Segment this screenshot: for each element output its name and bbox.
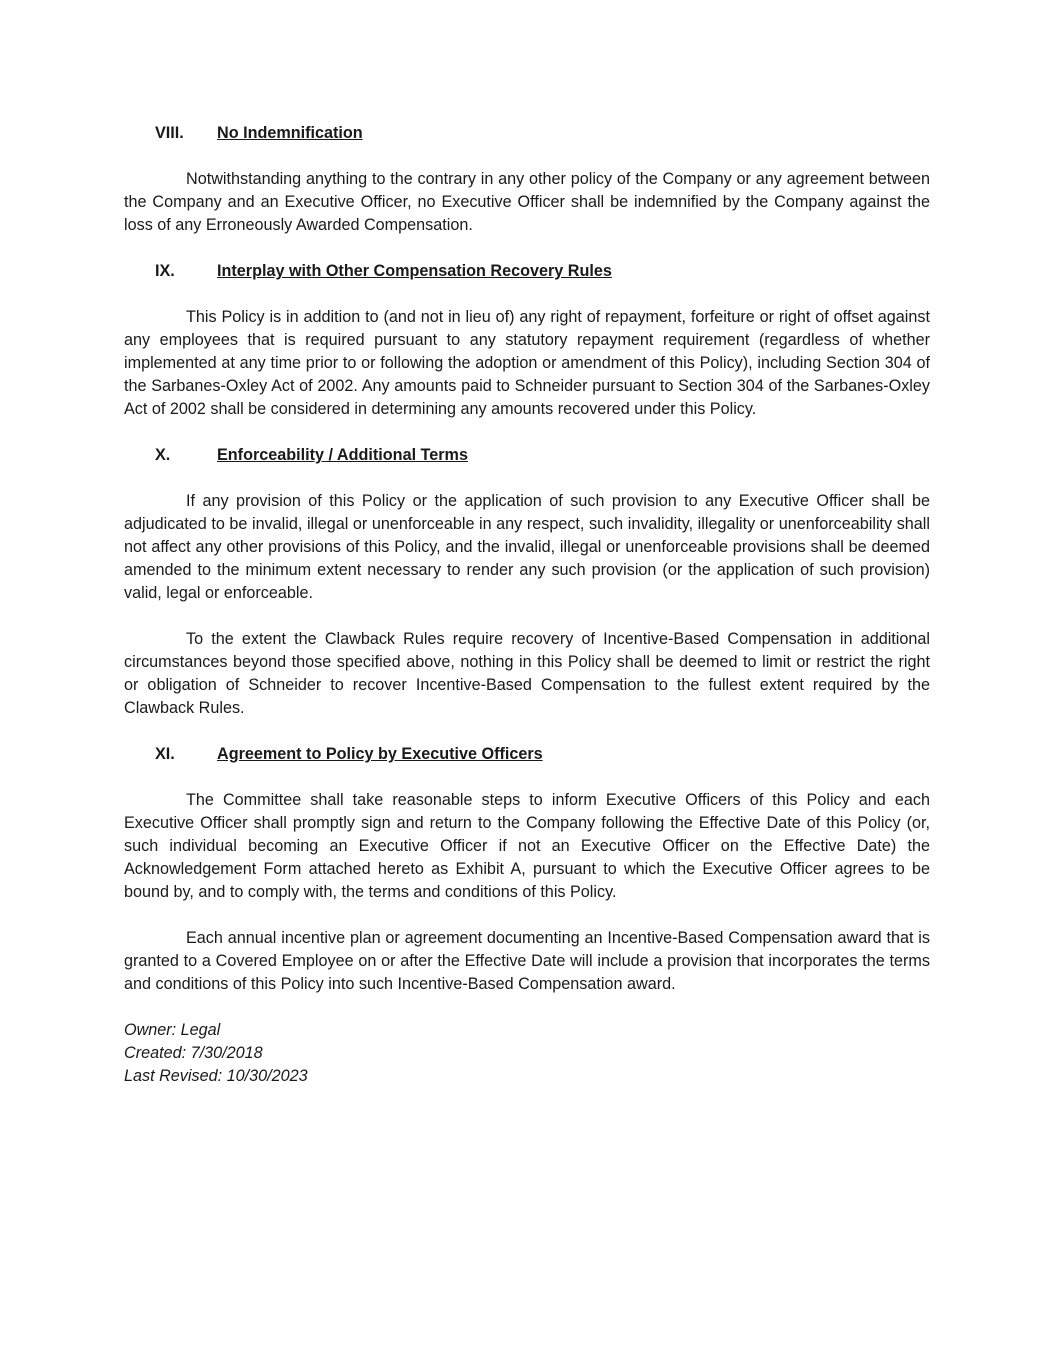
paragraph: The Committee shall take reasonable steps to inform Executive Officers of this Policy and each Executive Officer shall promptly sign and return to the Company following the Effective Date of this Policy (or, such individual becoming an Executive Officer if not an Executive Officer on the Effective Date) the Acknowledgement Form attached hereto as Exhibit A, pursuant to which the Executive Officer agrees to be bound by, and to comply with, the terms and conditions of this Policy.	[124, 791, 930, 901]
section-title: Enforceability / Additional Terms	[217, 446, 468, 464]
document-page	[124, 122, 930, 1088]
paragraph: Each annual incentive plan or agreement documenting an Incentive-Based Compensation award that is granted to a Covered Employee on or after the Effective Date will include a provision that incorporates the terms and conditions of this Policy into such Incentive-Based Compensation award.	[124, 929, 930, 993]
paragraph: Notwithstanding anything to the contrary in any other policy of the Company or any agreement between the Company and an Executive Officer, no Executive Officer shall be indemnified by the Company against the loss of any Erroneously Awarded Compensation.	[124, 170, 930, 234]
section-title: Agreement to Policy by Executive Officers	[217, 745, 543, 763]
document-metadata	[124, 1019, 930, 1088]
last-revised-line: Last Revised: 10/30/2023	[124, 1067, 308, 1085]
created-line: Created: 7/30/2018	[124, 1044, 263, 1062]
section-heading-x	[124, 444, 930, 467]
section-title: No Indemnification	[217, 124, 363, 142]
section-heading-xi	[124, 743, 930, 766]
section-title: Interplay with Other Compensation Recovery Rules	[217, 262, 612, 280]
paragraph: If any provision of this Policy or the application of such provision to any Executive Officer shall be adjudicated to be invalid, illegal or unenforceable in any respect, such invalidity, illegality or unenforceability shall not affect any other provisions of this Policy, and the invalid, illegal or unenforceable provisions shall be deemed amended to the minimum extent necessary to render any such provision (or the application of such provision) valid, legal or enforceable.	[124, 492, 930, 602]
section-number: IX.	[155, 262, 175, 280]
section-number: VIII.	[155, 124, 184, 142]
section-number: X.	[155, 446, 171, 464]
section-heading-ix	[124, 260, 930, 283]
paragraph: To the extent the Clawback Rules require recovery of Incentive-Based Compensation in additional circumstances beyond those specified above, nothing in this Policy shall be deemed to limit or restrict the right or obligation of Schneider to recover Incentive-Based Compensation to the fullest extent required by the Clawback Rules.	[124, 630, 930, 717]
section-heading-viii	[124, 122, 930, 145]
paragraph: This Policy is in addition to (and not in lieu of) any right of repayment, forfeiture or right of offset against any employees that is required pursuant to any statutory repayment requirement (regardless of whether implemented at any time prior to or following the adoption or amendment of this Policy), including Section 304 of the Sarbanes-Oxley Act of 2002. Any amounts paid to Schneider pursuant to Section 304 of the Sarbanes-Oxley Act of 2002 shall be considered in determining any amounts recovered under this Policy.	[124, 308, 930, 418]
section-number: XI.	[155, 745, 175, 763]
owner-line: Owner: Legal	[124, 1021, 221, 1039]
